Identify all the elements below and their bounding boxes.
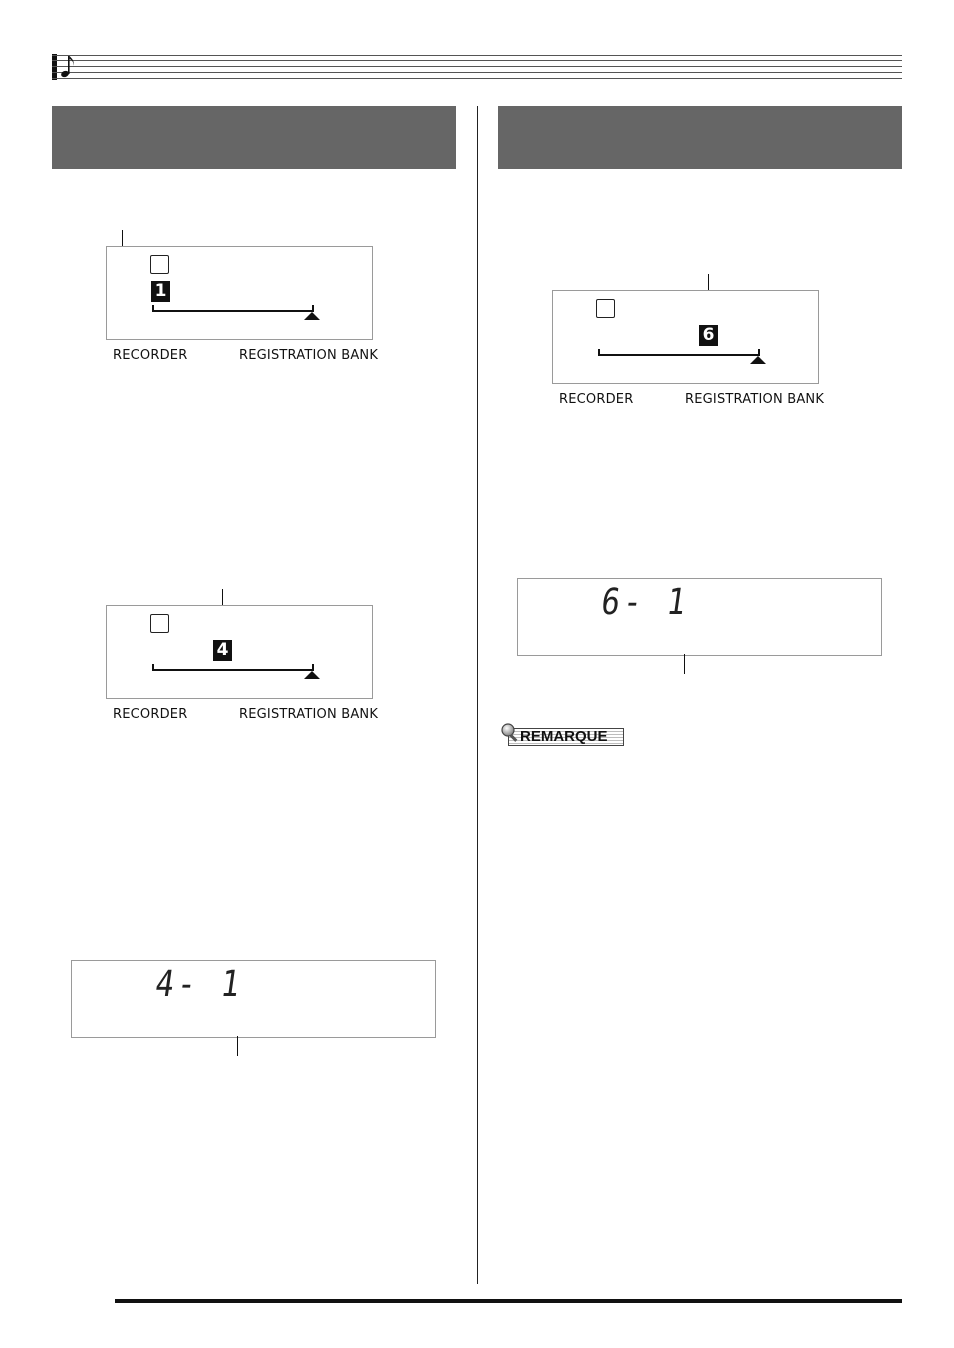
staff-line — [52, 55, 902, 56]
bank-number: 1 — [151, 281, 170, 302]
leader-line — [684, 654, 685, 674]
remarque-badge — [500, 722, 624, 746]
lcd-pointer-triangle — [750, 356, 766, 364]
bank-number: 4 — [213, 640, 232, 661]
registration-bank-label: REGISTRATION BANK — [685, 392, 825, 407]
recorder-label: RECORDER — [113, 348, 188, 363]
lcd-indicator-square — [150, 614, 169, 633]
music-note-icon — [60, 53, 76, 79]
lcd-segment-display-left — [71, 960, 436, 1038]
recorder-label: RECORDER — [113, 707, 188, 722]
section-header-left — [52, 106, 456, 169]
lcd-segment-display-right — [517, 578, 882, 656]
lcd-bar — [598, 354, 760, 356]
lcd-indicator-square — [150, 255, 169, 274]
magnifier-icon — [500, 722, 520, 744]
remarque-label: REMARQUE — [520, 728, 608, 745]
lcd-pointer-triangle — [304, 312, 320, 320]
staff-line — [52, 60, 902, 61]
lcd-tick — [312, 664, 314, 671]
segment-readout: 4- 1 — [152, 964, 246, 1005]
footer-rule — [115, 1299, 902, 1303]
section-header-right — [498, 106, 902, 169]
lcd-indicator-square — [596, 299, 615, 318]
lcd-display-3 — [552, 290, 819, 384]
lcd-tick — [758, 349, 760, 356]
staff-line — [52, 72, 902, 73]
column-divider — [477, 106, 478, 1284]
staff-line — [52, 78, 902, 79]
lcd-bar — [152, 310, 314, 312]
lcd-pointer-triangle — [304, 671, 320, 679]
segment-readout: 6- 1 — [598, 582, 692, 623]
registration-bank-label: REGISTRATION BANK — [239, 348, 379, 363]
bank-number: 6 — [699, 325, 718, 346]
recorder-label: RECORDER — [559, 392, 634, 407]
registration-bank-label: REGISTRATION BANK — [239, 707, 379, 722]
staff-line — [52, 66, 902, 67]
lcd-bar — [152, 669, 314, 671]
lcd-display-1 — [106, 246, 373, 340]
leader-line — [237, 1036, 238, 1056]
staff-bar — [52, 54, 57, 80]
lcd-display-2 — [106, 605, 373, 699]
lcd-tick — [312, 305, 314, 312]
